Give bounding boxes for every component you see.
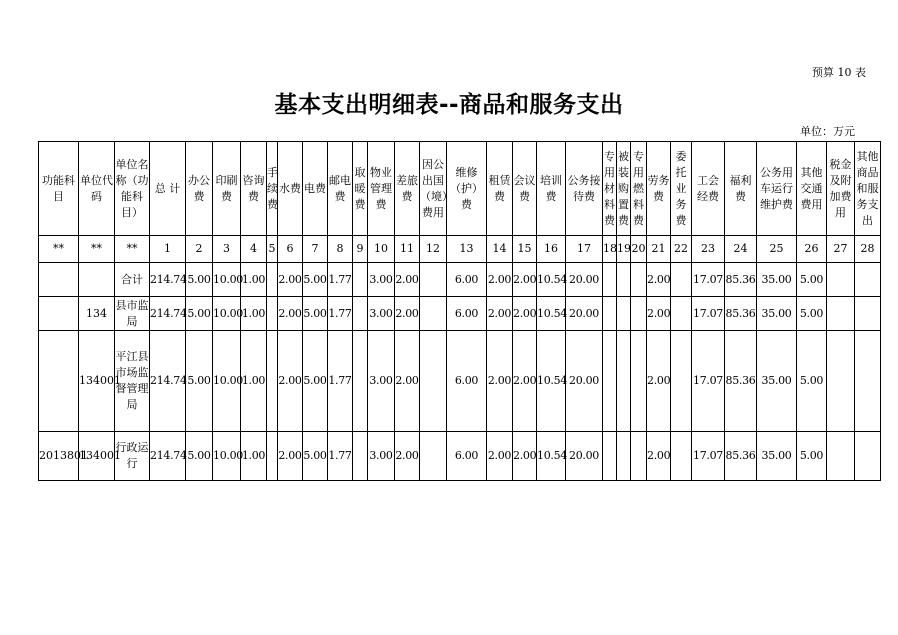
amount-cell: 85.36 (725, 331, 757, 432)
amount-cell: 2.00 (278, 331, 303, 432)
amount-cell: 35.00 (757, 297, 797, 331)
amount-cell: 1.00 (241, 432, 267, 481)
form-number: 预算 10 表 (812, 66, 866, 79)
index-cell: 10 (368, 236, 395, 263)
amount-cell (267, 331, 278, 432)
amount-cell: 5.00 (797, 331, 827, 432)
unit-code-cell: 134001 (79, 331, 115, 432)
index-cell: 25 (757, 236, 797, 263)
index-cell: ** (79, 236, 115, 263)
function-code-cell (39, 297, 79, 331)
unit-code-cell: 134001 (79, 432, 115, 481)
amount-cell: 2.00 (487, 263, 513, 297)
amount-cell: 2.00 (647, 331, 671, 432)
amount-cell: 10.54 (537, 297, 566, 331)
index-cell: 18 (603, 236, 617, 263)
amount-cell: 35.00 (757, 331, 797, 432)
amount-cell: 5.00 (797, 263, 827, 297)
amount-cell (353, 331, 368, 432)
amount-cell: 20.00 (566, 263, 603, 297)
amount-cell (267, 297, 278, 331)
column-header: 差旅费 (395, 142, 420, 236)
amount-cell (267, 432, 278, 481)
column-header: 手续费 (267, 142, 278, 236)
amount-cell: 6.00 (447, 263, 487, 297)
index-cell: 5 (267, 236, 278, 263)
amount-cell: 20.00 (566, 432, 603, 481)
index-cell: 26 (797, 236, 827, 263)
amount-cell: 35.00 (757, 263, 797, 297)
unit-name-cell: 行政运行 (115, 432, 150, 481)
index-cell: 3 (213, 236, 241, 263)
column-header: 被装购置费 (617, 142, 631, 236)
index-cell: ** (115, 236, 150, 263)
index-cell: 1 (150, 236, 186, 263)
amount-cell: 5.00 (186, 331, 213, 432)
amount-cell (631, 263, 647, 297)
amount-cell: 2.00 (647, 263, 671, 297)
table-row (39, 263, 881, 297)
column-header: 总 计 (150, 142, 186, 236)
amount-cell (267, 263, 278, 297)
amount-cell: 85.36 (725, 297, 757, 331)
amount-cell: 6.00 (447, 432, 487, 481)
amount-cell (603, 263, 617, 297)
amount-cell: 1.00 (241, 297, 267, 331)
column-header: 因公出国（境）费用 (420, 142, 447, 236)
index-cell: 16 (537, 236, 566, 263)
index-cell: 8 (328, 236, 353, 263)
amount-cell: 5.00 (797, 432, 827, 481)
table-row (39, 331, 881, 432)
amount-cell (420, 331, 447, 432)
column-header: 咨询费 (241, 142, 267, 236)
index-cell: 13 (447, 236, 487, 263)
amount-cell: 6.00 (447, 331, 487, 432)
table-row (39, 432, 881, 481)
amount-cell: 1.77 (328, 432, 353, 481)
amount-cell: 2.00 (513, 297, 537, 331)
amount-cell: 5.00 (303, 432, 328, 481)
index-cell: ** (39, 236, 79, 263)
column-header: 办公费 (186, 142, 213, 236)
amount-cell: 1.00 (241, 331, 267, 432)
table-row (39, 297, 881, 331)
amount-cell (603, 432, 617, 481)
column-header: 委托业务费 (671, 142, 692, 236)
function-code-cell (39, 263, 79, 297)
amount-cell (671, 263, 692, 297)
column-header: 培训费 (537, 142, 566, 236)
amount-cell: 17.07 (692, 297, 725, 331)
amount-cell: 1.77 (328, 331, 353, 432)
unit-code-cell: 134 (79, 297, 115, 331)
amount-cell: 5.00 (186, 297, 213, 331)
index-cell: 19 (617, 236, 631, 263)
column-header: 工会经费 (692, 142, 725, 236)
amount-cell: 85.36 (725, 432, 757, 481)
index-cell: 15 (513, 236, 537, 263)
amount-cell (827, 297, 855, 331)
column-header: 其他交通费用 (797, 142, 827, 236)
index-cell: 14 (487, 236, 513, 263)
amount-cell (617, 263, 631, 297)
column-header: 印刷费 (213, 142, 241, 236)
amount-cell: 2.00 (487, 432, 513, 481)
amount-cell (855, 263, 881, 297)
amount-cell: 214.74 (150, 432, 186, 481)
amount-cell (631, 331, 647, 432)
amount-cell: 2.00 (278, 263, 303, 297)
index-cell: 27 (827, 236, 855, 263)
amount-cell: 3.00 (368, 297, 395, 331)
amount-cell: 214.74 (150, 263, 186, 297)
amount-cell: 1.77 (328, 263, 353, 297)
column-header: 租赁费 (487, 142, 513, 236)
amount-cell: 2.00 (487, 331, 513, 432)
amount-cell: 2.00 (487, 297, 513, 331)
column-header: 其他商品和服务支出 (855, 142, 881, 236)
amount-cell (631, 297, 647, 331)
amount-cell: 10.54 (537, 432, 566, 481)
index-cell: 22 (671, 236, 692, 263)
amount-cell (671, 297, 692, 331)
amount-cell: 5.00 (186, 263, 213, 297)
amount-cell: 10.00 (213, 297, 241, 331)
amount-cell (420, 432, 447, 481)
amount-cell (855, 297, 881, 331)
amount-cell (617, 297, 631, 331)
index-cell: 24 (725, 236, 757, 263)
amount-cell: 214.74 (150, 297, 186, 331)
column-header: 邮电费 (328, 142, 353, 236)
unit-label: 单位：万元 (800, 125, 855, 138)
amount-cell (603, 297, 617, 331)
amount-cell (631, 432, 647, 481)
column-header: 单位名称（功能科目） (115, 142, 150, 236)
amount-cell: 10.00 (213, 263, 241, 297)
column-header: 专用材料费 (603, 142, 617, 236)
column-header: 单位代码 (79, 142, 115, 236)
index-cell: 23 (692, 236, 725, 263)
index-cell: 21 (647, 236, 671, 263)
function-code-cell (39, 331, 79, 432)
amount-cell (671, 331, 692, 432)
amount-cell: 5.00 (186, 432, 213, 481)
amount-cell: 5.00 (303, 297, 328, 331)
amount-cell: 85.36 (725, 263, 757, 297)
amount-cell (603, 331, 617, 432)
amount-cell: 3.00 (368, 331, 395, 432)
amount-cell: 35.00 (757, 432, 797, 481)
amount-cell: 2.00 (395, 331, 420, 432)
amount-cell: 2.00 (278, 432, 303, 481)
amount-cell: 2.00 (513, 263, 537, 297)
column-header: 电费 (303, 142, 328, 236)
amount-cell: 2.00 (395, 432, 420, 481)
amount-cell: 1.77 (328, 297, 353, 331)
amount-cell: 20.00 (566, 297, 603, 331)
unit-name-cell: 合计 (115, 263, 150, 297)
amount-cell: 2.00 (647, 297, 671, 331)
amount-cell: 3.00 (368, 263, 395, 297)
index-cell: 28 (855, 236, 881, 263)
index-cell: 11 (395, 236, 420, 263)
index-cell: 20 (631, 236, 647, 263)
index-cell: 6 (278, 236, 303, 263)
column-header: 会议费 (513, 142, 537, 236)
amount-cell (420, 263, 447, 297)
amount-cell: 10.54 (537, 263, 566, 297)
header-row (39, 142, 881, 236)
amount-cell (855, 432, 881, 481)
function-code-cell: 2013801 (39, 432, 79, 481)
column-header: 功能科目 (39, 142, 79, 236)
amount-cell (420, 297, 447, 331)
amount-cell: 2.00 (513, 432, 537, 481)
amount-cell: 2.00 (395, 263, 420, 297)
index-cell: 4 (241, 236, 267, 263)
column-header: 专用燃料费 (631, 142, 647, 236)
unit-code-cell (79, 263, 115, 297)
index-cell: 12 (420, 236, 447, 263)
amount-cell: 17.07 (692, 263, 725, 297)
amount-cell (855, 331, 881, 432)
amount-cell: 10.00 (213, 331, 241, 432)
column-header: 福利费 (725, 142, 757, 236)
amount-cell: 20.00 (566, 331, 603, 432)
index-cell: 2 (186, 236, 213, 263)
amount-cell: 5.00 (797, 297, 827, 331)
amount-cell: 2.00 (395, 297, 420, 331)
amount-cell: 6.00 (447, 297, 487, 331)
amount-cell (827, 263, 855, 297)
amount-cell: 10.54 (537, 331, 566, 432)
index-cell: 7 (303, 236, 328, 263)
amount-cell (353, 432, 368, 481)
column-header: 物业管理费 (368, 142, 395, 236)
index-row (39, 236, 881, 263)
page-title: 基本支出明细表--商品和服务支出 (274, 92, 624, 118)
amount-cell: 2.00 (513, 331, 537, 432)
amount-cell: 1.00 (241, 263, 267, 297)
column-header: 取暖费 (353, 142, 368, 236)
amount-cell: 2.00 (278, 297, 303, 331)
amount-cell (617, 432, 631, 481)
amount-cell (827, 432, 855, 481)
unit-name-cell: 县市监局 (115, 297, 150, 331)
amount-cell: 5.00 (303, 331, 328, 432)
amount-cell: 17.07 (692, 331, 725, 432)
amount-cell (671, 432, 692, 481)
amount-cell (353, 263, 368, 297)
amount-cell: 3.00 (368, 432, 395, 481)
amount-cell: 17.07 (692, 432, 725, 481)
column-header: 公务接待费 (566, 142, 603, 236)
amount-cell (353, 297, 368, 331)
amount-cell (827, 331, 855, 432)
index-cell: 9 (353, 236, 368, 263)
amount-cell (617, 331, 631, 432)
unit-name-cell: 平江县市场监督管理局 (115, 331, 150, 432)
amount-cell: 5.00 (303, 263, 328, 297)
column-header: 水费 (278, 142, 303, 236)
column-header: 税金及附加费用 (827, 142, 855, 236)
column-header: 维修（护）费 (447, 142, 487, 236)
expense-detail-table (38, 141, 881, 481)
amount-cell: 2.00 (647, 432, 671, 481)
amount-cell: 10.00 (213, 432, 241, 481)
column-header: 公务用车运行维护费 (757, 142, 797, 236)
column-header: 劳务费 (647, 142, 671, 236)
index-cell: 17 (566, 236, 603, 263)
amount-cell: 214.74 (150, 331, 186, 432)
